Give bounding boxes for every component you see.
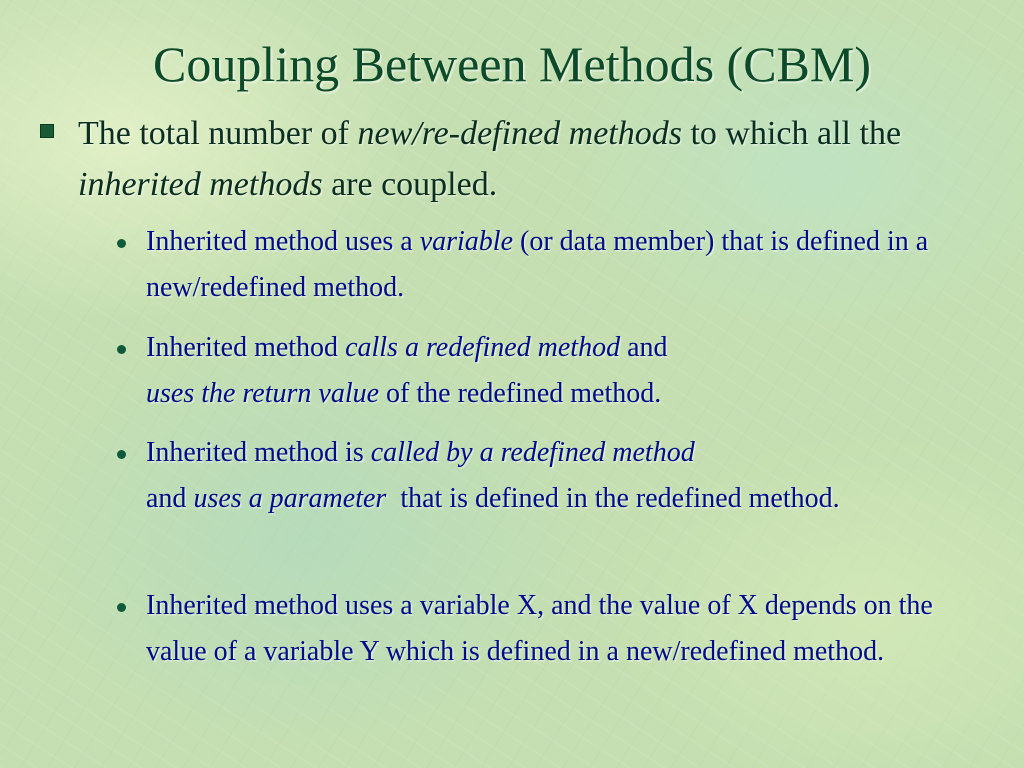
sub-point-emphasis: variable	[419, 226, 514, 257]
sub-point-emphasis: uses the return value	[146, 378, 380, 409]
square-bullet-icon	[40, 124, 54, 138]
main-point-text: are coupled.	[322, 166, 498, 203]
sub-point-emphasis: calls a redefined method	[345, 332, 621, 363]
main-point	[78, 108, 958, 210]
sub-point	[146, 430, 946, 522]
main-point-text: to which all the	[681, 115, 902, 152]
sub-point-text: Inherited method uses a variable X, and the value of X depends on the value of a variable Y which is defined in a new/redefined method.	[146, 590, 933, 667]
main-point-text: The total number of	[78, 115, 358, 152]
main-point-emphasis: inherited methods	[78, 166, 323, 203]
round-bullet-icon	[117, 450, 126, 459]
main-point-emphasis: new/re-defined methods	[357, 115, 682, 152]
sub-point-text: and	[620, 332, 668, 363]
sub-point-text: that is defined in the redefined method.	[386, 483, 840, 514]
slide-title: Coupling Between Methods (CBM)	[152, 36, 872, 92]
sub-point	[146, 583, 961, 675]
round-bullet-icon	[117, 603, 126, 612]
round-bullet-icon	[117, 239, 126, 248]
sub-point-text: Inherited method uses a	[146, 226, 420, 257]
sub-point-text: Inherited method	[146, 332, 346, 363]
sub-point-emphasis: called by a redefined method	[370, 437, 695, 468]
round-bullet-icon	[117, 345, 126, 354]
sub-point-text: of the redefined method.	[379, 378, 662, 409]
sub-point-text: (or data member) that is defined in a new/redefined method.	[146, 226, 929, 303]
sub-point-emphasis: uses a parameter	[193, 483, 387, 514]
sub-point	[146, 325, 976, 417]
sub-point-text: and	[146, 483, 194, 514]
sub-point-text: Inherited method is	[146, 437, 371, 468]
sub-point	[146, 219, 976, 311]
